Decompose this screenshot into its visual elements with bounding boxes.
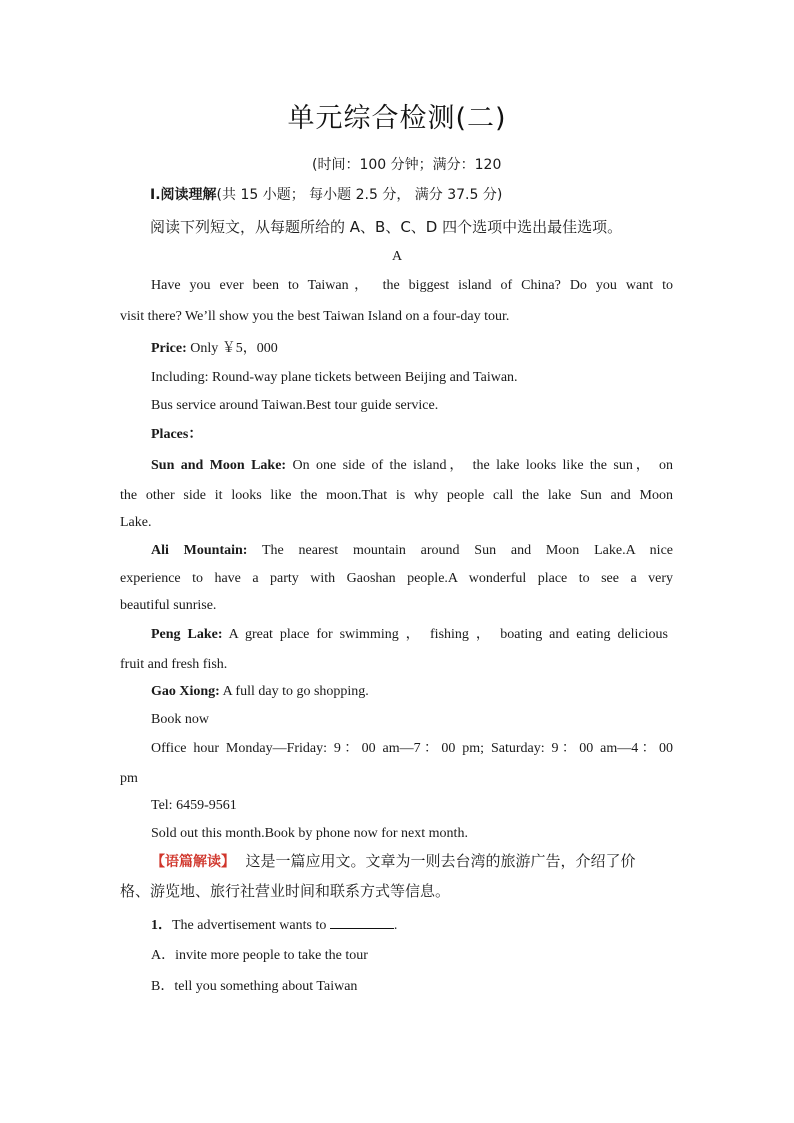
page-title: 单元综合检测(二) [287, 103, 507, 134]
office-line-1: Office hour Monday—Friday: 9：00 am—7：00 pm; Saturday: 9：00 am—4：00 [151, 741, 673, 756]
price-value: Only ￥5，000 [190, 341, 278, 356]
exam-meta [312, 156, 612, 175]
section-info: (共 15 小题； 每小题 2.5 分， 满分 37.5 分) [216, 187, 503, 203]
intro-line-2: visit there? We’ll show you the best Taiwan Island on a four-day tour. [120, 309, 510, 324]
section-heading: Ⅰ.阅读理解 [150, 187, 217, 203]
option-b[interactable]: B．tell you something about Taiwan [151, 979, 358, 994]
book-now: Book now [151, 712, 209, 727]
sold-out-line: Sold out this month.Book by phone now for next month. [151, 826, 468, 841]
passage-label: A [391, 249, 403, 264]
office-line-2: pm [120, 771, 138, 786]
ali-line-2: experience to have a party with Gaoshan people.A wonderful place to see a very [120, 571, 673, 586]
including-line-2: Bus service around Taiwan.Best tour guide service. [151, 398, 439, 413]
answer-blank[interactable] [330, 916, 394, 929]
including-line-1: Including: Round-way plane tickets between Beijing and Taiwan. [151, 370, 518, 385]
places-heading: Places： [151, 427, 203, 442]
peng-text-1: A great place for swimming ， fishing ， boating and eating delicious [228, 627, 668, 642]
question-1-text: The advertisement wants to [172, 918, 327, 933]
peng-line-2: fruit and fresh fish. [120, 657, 228, 672]
sun-moon-name: Sun and Moon Lake: [151, 458, 287, 473]
sun-moon-line-3: Lake. [120, 515, 152, 530]
ali-line-1 [151, 542, 673, 560]
gao-line [151, 683, 369, 701]
exam-meta-text: (时间：100 分钟；满分：120 [312, 157, 502, 173]
places-label [151, 426, 202, 444]
ali-line-3: beautiful sunrise. [120, 598, 217, 613]
gao-name: Gao Xiong: [151, 684, 220, 699]
ali-text-1: The nearest mountain around Sun and Moon Lake.A nice [262, 543, 673, 558]
gao-text: A full day to go shopping. [222, 684, 369, 699]
question-1 [151, 916, 397, 935]
analysis-tag: 【语篇解读】 [151, 854, 235, 870]
analysis-line-1 [151, 852, 673, 872]
option-a[interactable]: A．invite more people to take the tour [151, 948, 368, 963]
question-1-number: 1． [151, 918, 172, 933]
peng-name: Peng Lake: [151, 627, 223, 642]
tel-line: Tel: 6459-9561 [151, 798, 237, 813]
peng-line-1 [151, 626, 668, 644]
price-line [151, 340, 278, 358]
sun-moon-line-1 [151, 457, 673, 475]
intro-line-1: Have you ever been to Taiwan， the biggest island of China? Do you want to [151, 278, 673, 293]
sun-moon-text-1: On one side of the island， the lake looks like the sun， on [292, 458, 674, 473]
section-header [150, 186, 502, 205]
question-1-end: . [393, 918, 398, 933]
sun-moon-line-2: the other side it looks like the moon.That is why people call the lake Sun and Moon [120, 488, 673, 503]
analysis-line-2: 格、游览地、旅行社营业时间和联系方式等信息。 [120, 882, 451, 900]
instruction: 阅读下列短文，从每题所给的 A、B、C、D 四个选项中选出最佳选项。 [150, 218, 623, 236]
ali-name: Ali Mountain: [151, 543, 248, 558]
price-label: Price: [151, 341, 187, 356]
analysis-text-1: 这是一篇应用文。文章为一则去台湾的旅游广告，介绍了价 [245, 852, 636, 870]
